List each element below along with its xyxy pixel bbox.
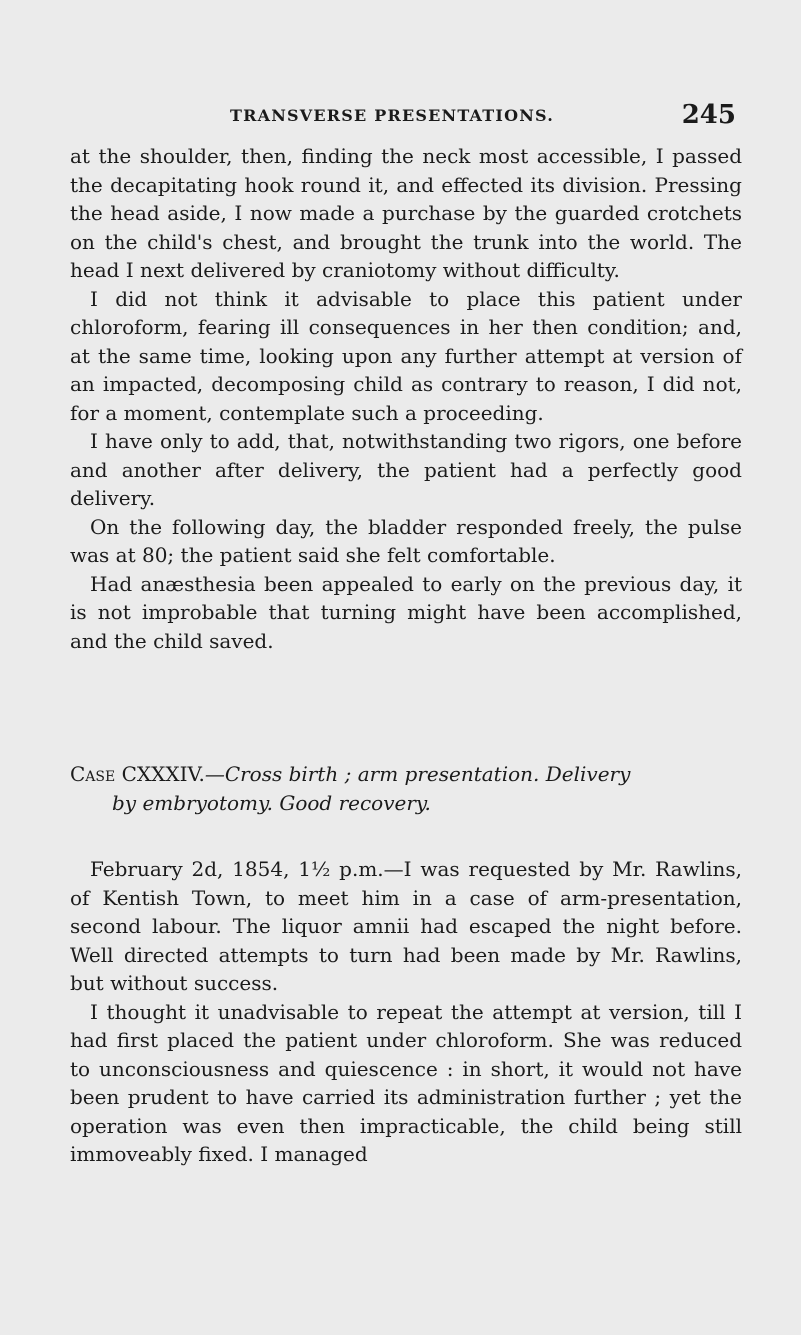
paragraph: I did not think it advisable to place this patient under chloroform, fearing ill consequences in her then condition; and, at the same time, looking upon any further attempt at version of an impacted, decomposing child as contrary to reason, I did not, for a moment, contemplate such a proceeding. bbox=[70, 286, 742, 425]
case-text bbox=[70, 855, 742, 1169]
case-label: Case CXXXIV. bbox=[70, 762, 205, 786]
paragraph: February 2d, 1854, 1½ p.m.—I was requested by Mr. Rawlins, of Kentish Town, to meet him in a case of arm-presentation, second labour. The liquor amnii had escaped the night before. Well directed attempts to turn had been made by Mr. Rawlins, but without success. bbox=[70, 857, 742, 995]
paragraph: On the following day, the bladder responded freely, the pulse was at 80; the patient said she felt comfortable. bbox=[70, 514, 742, 567]
case-title-line-2: by embryotomy. Good recovery. bbox=[112, 790, 431, 815]
case-heading bbox=[70, 760, 742, 817]
running-head bbox=[70, 100, 742, 130]
paragraph: I thought it unadvisable to repeat the attempt at version, till I had first placed the patient under chloroform. She was reduced to unconsciousness and quiescence : in short, it would not have been prudent to have carried its administration further ; yet the operation was even then impracticable, the child being still immoveably fixed. I managed bbox=[70, 999, 742, 1166]
paragraph: Had anæsthesia been appealed to early on the previous day, it is not improbable that turning might have been accomplished, and the child saved. bbox=[70, 571, 742, 653]
running-title: TRANSVERSE PRESENTATIONS. bbox=[230, 106, 554, 125]
page-number: 245 bbox=[681, 100, 736, 130]
paragraph: at the shoulder, then, finding the neck most accessible, I passed the decapitating hook round it, and effected its division. Pressing the head aside, I now made a purchase by the guarded crotchets on the child's chest, and brought the trunk into the world. The head I next delivered by craniotomy without difficulty. bbox=[70, 144, 742, 282]
case-title-line-1: —Cross birth ; arm presentation. Delivery bbox=[204, 762, 631, 786]
body-text bbox=[70, 142, 742, 655]
paragraph: I have only to add, that, notwithstanding two rigors, one before and another after delivery, the patient had a perfectly good delivery. bbox=[70, 429, 742, 510]
